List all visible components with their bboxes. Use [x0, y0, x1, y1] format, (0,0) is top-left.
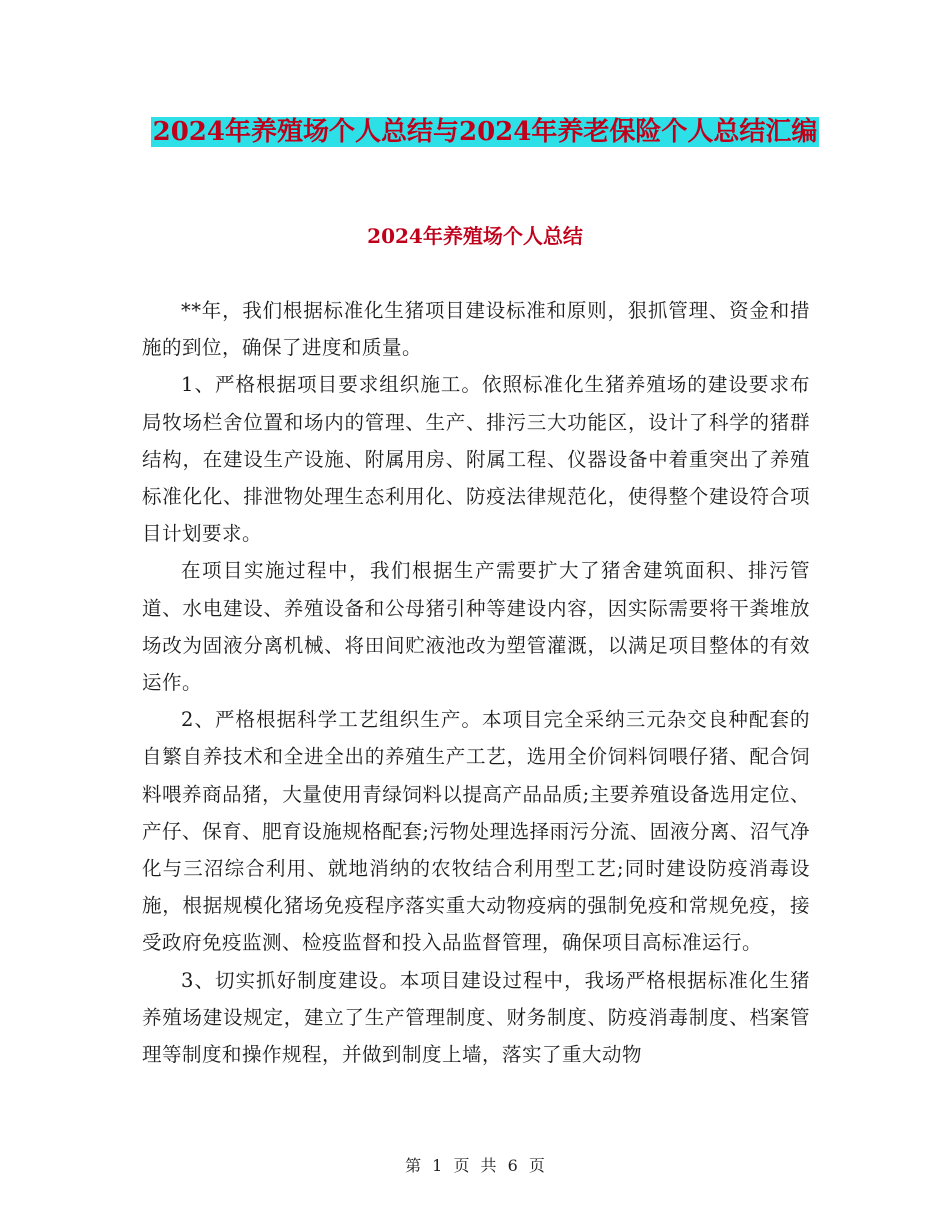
paragraph-4: 2、严格根据科学工艺组织生产。本项目完全采纳三元杂交良种配套的自繁自养技术和全进全出的养殖生产工艺，选用全价饲料饲喂仔猪、配合饲料喂养商品猪，大量使用青绿饲料以提高产品品质;主要养殖设备选用定位、产仔、保育、肥育设施规格配套;污物处理选择雨污分流、固液分离、沼气净化与三沼综合利用、就地消纳的农牧结合利用型工艺;同时建设防疫消毒设施，根据规模化猪场免疫程序落实重大动物疫病的强制免疫和常规免疫，接受政府免疫监测、检疫监督和投入品监督管理，确保项目高标准运行。	[142, 708, 810, 955]
paragraph-2: 1、严格根据项目要求组织施工。依照标准化生猪养殖场的建设要求布局牧场栏舍位置和场内的管理、生产、排污三大功能区，设计了科学的猪群结构，在建设生产设施、附属用房、附属工程、仪器设备中着重突出了养殖标准化化、排泄物处理生态利用化、防疫法律规范化，使得整个建设符合项目计划要求。	[142, 373, 810, 546]
document-title	[150, 110, 820, 154]
document-title-text: 2024年养殖场个人总结与2024年养老保险个人总结汇编	[152, 117, 818, 147]
paragraph-1: **年，我们根据标准化生猪项目建设标准和原则，狠抓管理、资金和措施的到位，确保了进度和质量。	[142, 299, 810, 360]
document-body	[142, 292, 810, 1073]
page-footer: 第 1 页 共 6 页	[405, 1156, 545, 1175]
paragraph-5: 3、切实抓好制度建设。本项目建设过程中，我场严格根据标准化生猪养殖场建设规定，建立了生产管理制度、财务制度、防疫消毒制度、档案管理等制度和操作规程，并做到制度上墙，落实了重大动物	[142, 968, 810, 1067]
paragraph-3: 在项目实施过程中，我们根据生产需要扩大了猪舍建筑面积、排污管道、水电建设、养殖设备和公母猪引种等建设内容，因实际需要将干粪堆放场改为固液分离机械、将田间贮液池改为塑管灌溉，以满足项目整体的有效运作。	[142, 559, 810, 695]
section-title: 2024年养殖场个人总结	[367, 224, 583, 248]
